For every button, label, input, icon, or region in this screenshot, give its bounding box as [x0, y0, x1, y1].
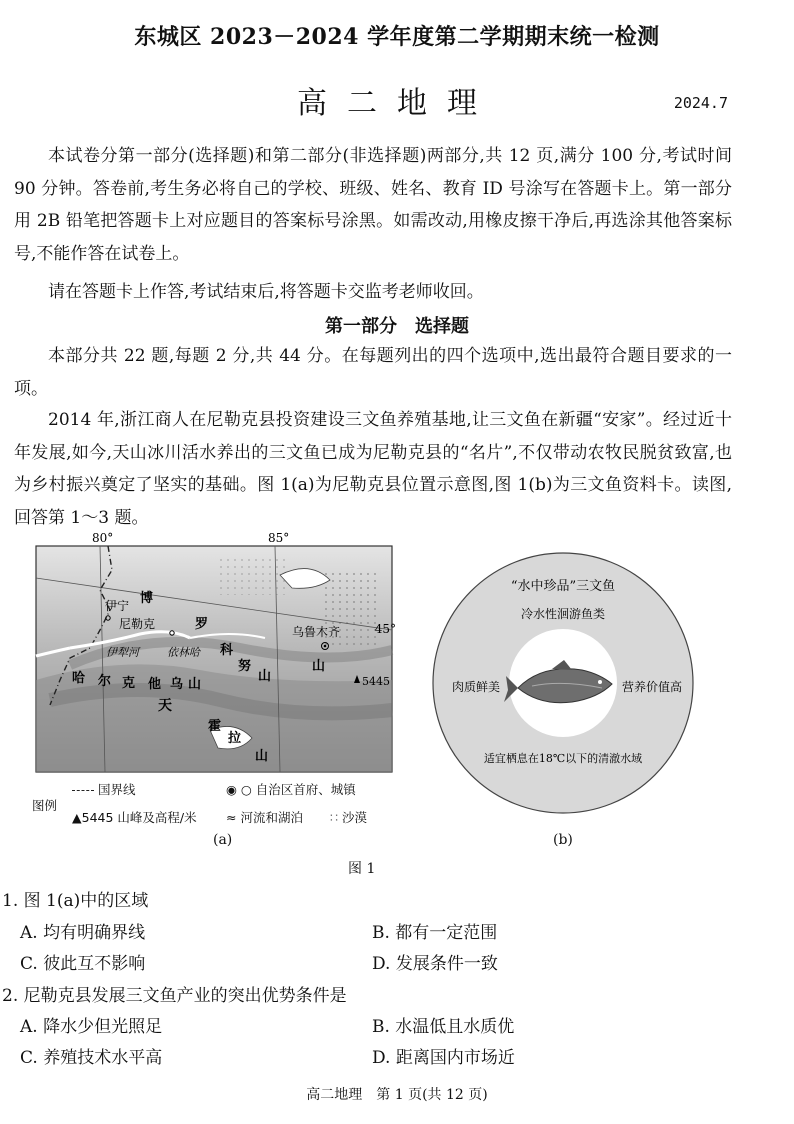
svg-text:山: 山	[258, 669, 272, 684]
svg-text:山: 山	[188, 677, 202, 692]
svg-text:依林哈: 依林哈	[167, 646, 200, 659]
salmon-info-card	[432, 548, 694, 818]
svg-text:山: 山	[255, 749, 269, 764]
svg-text:哈: 哈	[72, 671, 86, 686]
q1-option-b: B. 都有一定范围	[372, 923, 498, 943]
question-2-stem: 2. 尼勒克县发展三文鱼产业的突出优势条件是	[2, 986, 347, 1006]
lon-80-label: 80°	[92, 531, 114, 545]
section-title: 第一部分 选择题	[325, 316, 469, 337]
svg-text:他: 他	[148, 677, 162, 692]
intro-paragraph: 本试卷分第一部分(选择题)和第二部分(非选择题)两部分,共 12 页,满分 100 分,考试时间 90 分钟。答卷前,考生务必将自己的学校、班级、姓名、教育 ID 号涂写在答题卡上。第一部分用 2B 铅笔把答题卡上对应题目的答案标号涂黑。如需改动,用橡皮擦干净后,再选涂其他答案标号,不能作答在试卷上。	[14, 146, 732, 264]
subject-title: 高二地理	[297, 86, 497, 121]
legend-label: 图例	[32, 798, 58, 813]
map-caption: (a)	[213, 832, 233, 848]
svg-text:天: 天	[158, 698, 172, 714]
q2-option-c: C. 养殖技术水平高	[20, 1048, 163, 1068]
q1-option-a: A. 均有明确界线	[20, 923, 146, 943]
exam-date: 2024.7	[673, 94, 728, 112]
svg-text:拉: 拉	[228, 731, 242, 746]
card-right: 营养价值高	[621, 680, 683, 694]
place-yining: 伊宁	[105, 599, 130, 613]
q1-option-c: C. 彼此互不影响	[20, 954, 146, 974]
section-instructions: 本部分共 22 题,每题 2 分,共 44 分。在每题列出的四个选项中,选出最符合题目要求的一项。	[14, 346, 732, 399]
legend-capital: ◉ ○ 自治区首府、城镇	[226, 782, 356, 797]
passage: 2014 年,浙江商人在尼勒克县投资建设三文鱼养殖基地,让三文鱼在新疆“安家”。经过近十年发展,如今,天山冰川活水养出的三文鱼已成为尼勒克县的“名片”,不仅带动农牧民脱贫致富,也为乡村振兴奠定了坚实的基础。图 1(a)为尼勒克县位置示意图,图 1(b)为三文鱼资料卡。读图,回答第 1～3 题。	[14, 410, 732, 528]
legend-border: 国界线	[72, 780, 136, 798]
place-nileke: 尼勒克	[119, 617, 156, 631]
label-yili-river: 伊犁河	[106, 646, 139, 659]
intro-paragraph-2: 请在答题卡上作答,考试结束后,将答题卡交监考老师收回。	[48, 282, 484, 302]
svg-text:乌: 乌	[170, 677, 184, 692]
figure-caption: 图 1	[348, 861, 376, 877]
svg-text:山: 山	[312, 659, 326, 674]
card-title: “水中珍品”三文鱼	[510, 579, 616, 594]
lat-45-label: 45°	[374, 622, 396, 636]
svg-text:尔: 尔	[98, 674, 112, 689]
card-caption: (b)	[553, 832, 573, 848]
legend-peak: ▲5445 山峰及高程/米	[72, 810, 197, 825]
place-urumqi: 乌鲁木齐	[292, 625, 341, 639]
svg-text:努: 努	[238, 659, 252, 674]
svg-text:罗: 罗	[195, 617, 209, 632]
legend-desert: ∷ 沙漠	[330, 810, 367, 825]
page-footer: 高二地理 第 1 页(共 12 页)	[306, 1087, 488, 1103]
lon-85-label: 85°	[268, 531, 290, 545]
card-top: 冷水性洄游鱼类	[520, 607, 606, 621]
q1-option-d: D. 发展条件一致	[372, 954, 498, 974]
card-bottom: 适宜栖息在18℃以下的清澈水域	[483, 752, 643, 765]
svg-text:科: 科	[220, 643, 234, 658]
question-1-stem: 1. 图 1(a)中的区域	[2, 891, 149, 911]
svg-text:霍: 霍	[208, 719, 222, 734]
svg-text:克: 克	[122, 676, 136, 691]
card-left: 肉质鲜美	[451, 680, 501, 694]
exam-title: 东城区 2023－2024 学年度第二学期期末统一检测	[134, 24, 660, 50]
q2-option-a: A. 降水少但光照足	[20, 1017, 163, 1037]
peak-elevation: 5445	[362, 675, 390, 688]
legend-river: ≈ 河流和湖泊	[226, 810, 303, 825]
q2-option-b: B. 水温低且水质优	[372, 1017, 515, 1037]
svg-text:博: 博	[140, 591, 154, 606]
q2-option-d: D. 距离国内市场近	[372, 1048, 515, 1068]
